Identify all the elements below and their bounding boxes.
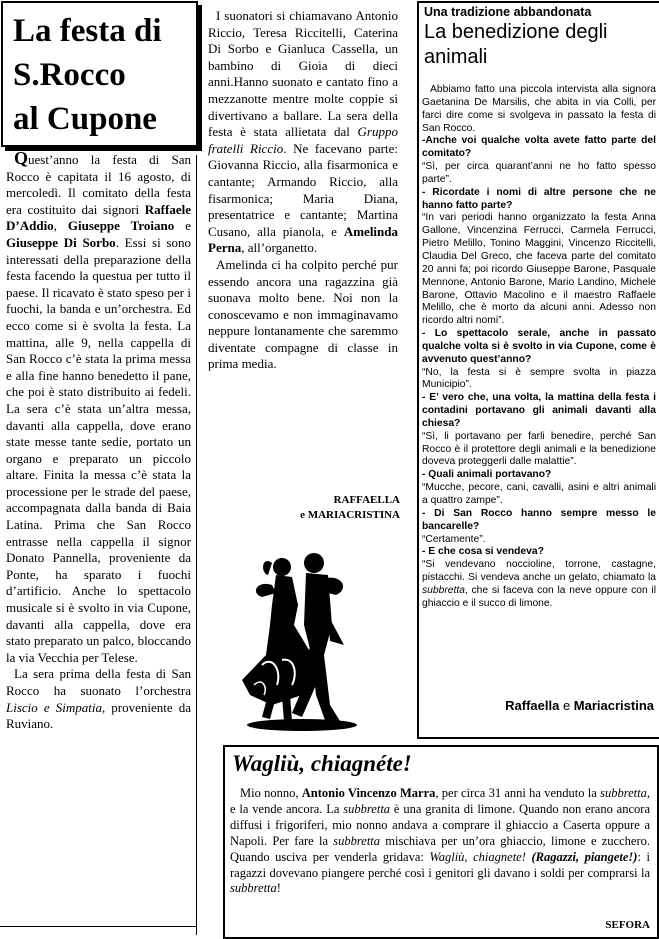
left-paragraph-1 <box>6 150 191 666</box>
interview-question: - Quali animali portavano? <box>422 469 552 481</box>
column-divider <box>196 155 197 935</box>
text-run: e <box>174 218 191 234</box>
text-run: (Ragazzi, piangete!) <box>525 849 638 864</box>
text-run: , che si faceva con la neve oppure con il ghiaccio e il succo di limone. <box>422 584 656 609</box>
text-run: subbretta <box>422 584 465 596</box>
interview-answer: “No, la festa si è sempre svolta in piazza Municipio”. <box>422 366 656 391</box>
interview-question: - Di San Rocco hanno sempre messo le bancarelle? <box>422 507 656 532</box>
committee-name: Giuseppe Troiano <box>67 218 175 234</box>
text-run: La sera prima della festa di San Rocco ha suonato l’orchestra <box>6 666 191 698</box>
interview-question: - E che cosa si vendeva? <box>422 546 544 558</box>
left-paragraph-2 <box>6 666 191 732</box>
text-run: , <box>53 218 68 234</box>
title-line-3: al Cupone <box>13 101 157 137</box>
middle-column-text <box>208 8 398 373</box>
interview-signature <box>422 698 654 713</box>
committee-name: Giuseppe Di Sorbo <box>6 234 116 250</box>
text-run: proveniente da Ruviano. <box>6 699 191 732</box>
text-run: : i ragazzi dovevano piangere perché così i genitori gli davano i soldi per comprarsi la <box>230 849 650 880</box>
article-title <box>13 9 196 141</box>
title-line-2: S.Rocco <box>13 57 126 93</box>
middle-paragraph-1 <box>208 8 398 257</box>
text-run: uest’anno la festa di San Rocco è capitata il 16 agosto, di mercoledì. Il comitato della festa era costituito dai signori <box>6 152 191 217</box>
grandfather-name: Antonio Vincenzo Marra <box>301 786 436 800</box>
text-run: Wagliù, chiagnete! <box>429 849 526 864</box>
interview-answer: “Sì, li portavano per farli benedire, perché San Rocco è il protettore degli animali e la benedizione doveva proteggerli dalle malattie”. <box>422 430 656 468</box>
text-run: subbretta <box>600 786 647 800</box>
interview-answer: “Certamente”. <box>422 533 486 545</box>
author-name: Mariacristina <box>573 698 654 713</box>
text-run: subbretta <box>333 833 381 848</box>
interview-answer <box>422 559 656 610</box>
text-run: mischiava per un’ora ghiaccio, limone e zucchero. Quando usciva per venderla gridava: <box>230 833 650 864</box>
text-run: , per circa 31 anni ha venduto la <box>435 786 601 800</box>
text-run: “Si vendevano noccioline, torrone, castagne, pistacchi. Si vendeva anche un gelato, chiamato la <box>422 559 656 584</box>
text-run: . Essi si sono interessati della preparazione della festa facendo la questua per tutto il paese. Il ricavato è stato speso per i fuochi, la banda e un’orchestra. Ed ecco come si è svolta la festa. La mattina, alle 9, nella cappella di San Rocco c’è stata la prima messa e alla fine hanno benedetto il pane, che poi è stato distribuito ai fedeli. La sera c’è stata un’altra messa, davanti alla cappella, dove erano state messe tante sedie, portato un organo e preparato un piccolo altare. Finita la messa c’è stata la processione per le strade del paese, accompagnata dalla banda di Baia Latina. Prima che San Rocco entrasse nella cappella il signor Donato Pannella, proveniente da Ponte, ha sparato i fuochi d’artificio. Anche lo spettacolo musicale si è svolto in via Cupone, davanti alla cappella, dove era stato preparato un palco, bloccando la via Vecchia per Telese. <box>6 234 191 665</box>
left-column-text <box>6 150 191 733</box>
text-run: , all’organetto. <box>241 240 318 256</box>
text-run: e <box>559 698 574 713</box>
interview-title: La benedizione degli animali <box>424 21 608 68</box>
interview-intro: Abbiamo fatto una piccola intervista alla signora Gaetanina De Marsilis, che abita in via Colli, per farci dire come si svolgeva in passato la festa di San Rocco. <box>422 84 656 134</box>
text-run: subbretta <box>343 801 391 816</box>
wagliu-signature: SEFORA <box>605 919 650 931</box>
title-line-1: La festa di <box>13 13 162 49</box>
group-name: Gruppo fratelli Riccio <box>208 124 398 156</box>
interview-answer: “Sì, per circa quarant’anni ne ho fatto spesso parte”. <box>422 161 656 185</box>
interview-question: -Anche voi qualche volta avete fatto parte del comitato? <box>422 135 656 160</box>
interview-question: - Ricordate i nomi di altre persone che ne hanno fatto parte? <box>422 186 656 211</box>
text-run: Mio nonno, <box>240 786 302 800</box>
wagliu-paragraph <box>230 786 650 897</box>
title-box <box>1 1 198 147</box>
musician-name: Amelinda Perna <box>208 223 398 256</box>
interview-answer: “In vari periodi hanno organizzato la festa Anna Gallone, Vincenzina Ferrucci, Carmela Ferrucci, Pietro Melillo, Tonino Maggini, Vincenzo Riccitelli, Claudia Del Greco, che faceva parte del comitato 20 anni fa; poi ricordo Giuseppe Barone, Pasquale Mennone, Antonio Barone, Mario Landino, Michele Barone, Ottavio Macolino e il maestro Raffaele Melillo, che è morto da alcuni anni. Adesso non ricordo altri nomi”. <box>422 212 656 327</box>
column-bottom-rule <box>0 926 197 927</box>
wagliu-title: Wagliù, chiagnéte! <box>232 751 412 776</box>
text-run: è una granita di limone. Quando non erano ancora diffusi i frigoriferi, mio nonno andava a comprare il ghiaccio a Caserta oppure a Napoli. Per fare la <box>230 801 650 848</box>
text-run: subbretta <box>230 881 277 896</box>
wagliu-text <box>230 786 650 897</box>
committee-name: Raffaele D’Addio <box>6 201 191 234</box>
drop-cap: Q <box>14 148 29 168</box>
text-run: , e la vende ancora. La <box>230 786 650 816</box>
signature-line-2: e MARIACRISTINA <box>300 509 400 521</box>
interview-kicker: Una tradizione abbandonata <box>424 5 592 19</box>
text-run: ! <box>276 881 281 896</box>
author-name: Raffaella <box>505 698 560 713</box>
middle-signature <box>210 493 400 523</box>
text-run: . Ne facevano parte: Giovanna Riccio, alla fisarmonica e cantante; Armando Riccio, alla fisarmonica; Maria Diana, presentatrice e cantante; Martina Cusano, alla pianola, e <box>208 140 398 239</box>
dancing-couple-illustration <box>232 545 367 733</box>
interview-text <box>422 84 656 611</box>
interview-answer: “Mucche, pecore, cani, cavalli, asini e altri animali a quattro zampe”. <box>422 482 656 506</box>
middle-paragraph-2: Amelinda ci ha colpito perché pur essendo ancora una ragazzina già suonava molto bene. Noi non la conoscevamo e non immaginavamo neppure lontanamente che saremmo diventate compagne di classe in prima media. <box>208 256 398 372</box>
signature-line-1: RAFFAELLA <box>333 494 400 506</box>
orchestra-name: Liscio e Simpatia, <box>6 699 106 715</box>
text-run: I suonatori si chiamavano Antonio Riccio, Teresa Riccitelli, Caterina Di Sorbo e Gianluca Cassella, un bambino di Gioia di dieci anni.Hanno suonato e cantato fino a mezzanotte mentre molte coppie si divertivano a ballare. La sera della festa è stata allietata dal <box>208 8 398 140</box>
interview-question: - Lo spettacolo serale, anche in passato qualche volta si è svolto in via Cupone, come è avvenuto quest’anno? <box>422 328 656 365</box>
interview-question: - E’ vero che, una volta, la mattina della festa i contadini portavano gli animali davanti alla chiesa? <box>422 392 656 429</box>
